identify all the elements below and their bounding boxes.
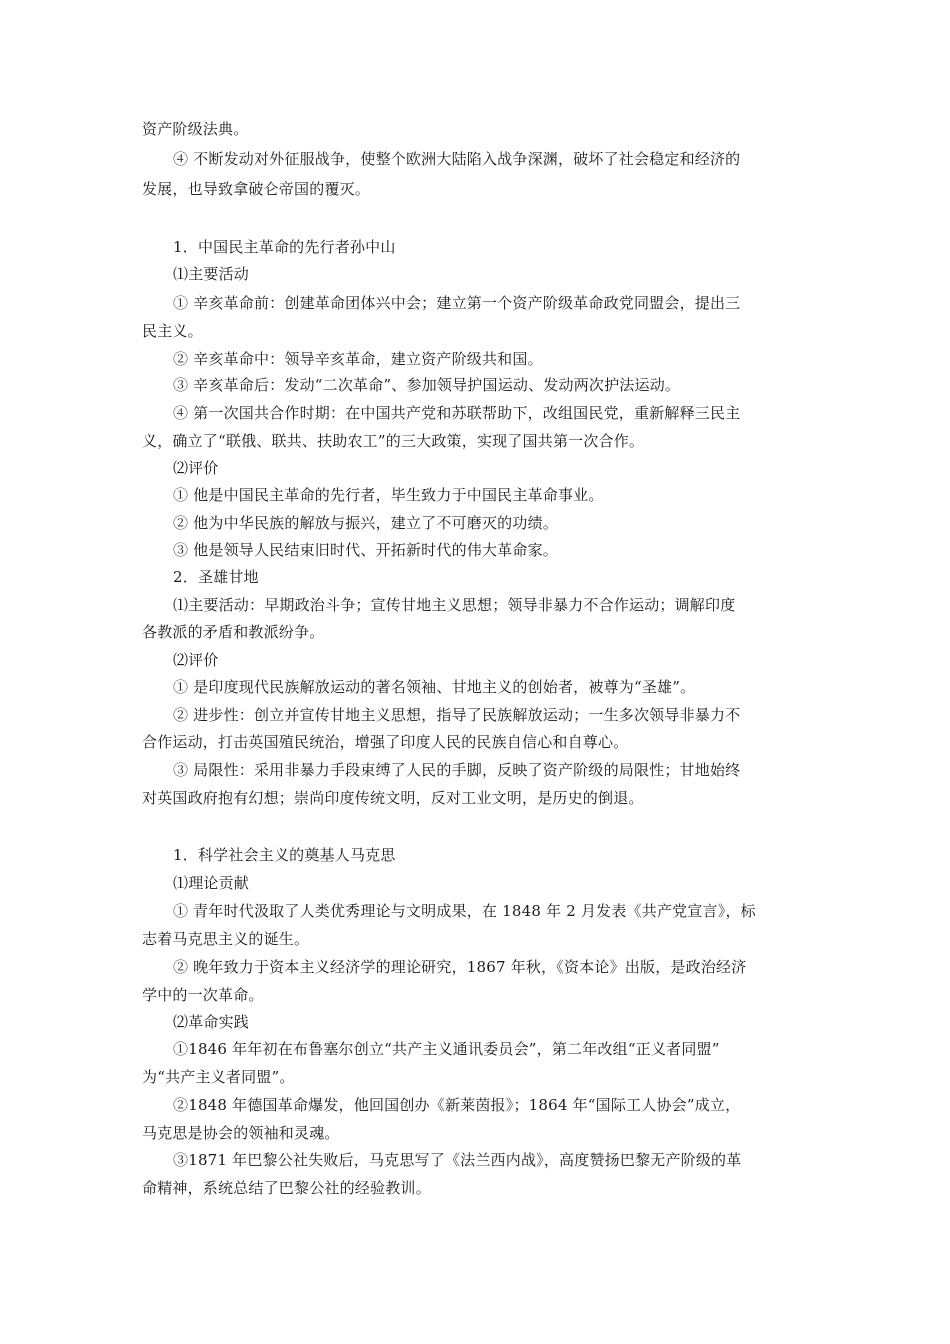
section-heading: 2．圣雄甘地: [173, 568, 259, 586]
text-line: ③ 辛亥革命后：发动“二次革命”、参加领导护国运动、发动两次护法运动。: [173, 376, 681, 394]
text-line: ④ 第一次国共合作时期：在中国共产党和苏联帮助下，改组国民党，重新解释三民主: [173, 404, 741, 422]
text-line: 对英国政府抱有幻想；崇尚印度传统文明，反对工业文明，是历史的倒退。: [142, 789, 644, 807]
text-line: ② 他为中华民族的解放与振兴，建立了不可磨灭的功绩。: [173, 514, 558, 532]
subsection-heading: ⑴理论贡献: [173, 874, 250, 892]
text-line: 资产阶级法典。: [142, 120, 249, 138]
subsection-heading: ⑵评价: [173, 459, 219, 477]
text-line: ② 辛亥革命中：领导辛亥革命，建立资产阶级共和国。: [173, 350, 543, 368]
text-line: ③1871 年巴黎公社失败后，马克思写了《法兰西内战》，高度赞扬巴黎无产阶级的革: [173, 1151, 742, 1169]
text-line: ② 晚年致力于资本主义经济学的理论研究，1867 年秋，《资本论》出版，是政治经济: [173, 958, 747, 976]
section-heading: 1．中国民主革命的先行者孙中山: [173, 238, 396, 256]
text-line: 义，确立了“联俄、联共、扶助农工”的三大政策，实现了国共第一次合作。: [142, 432, 645, 450]
text-line: 民主义。: [142, 322, 203, 340]
section-heading: 1．科学社会主义的奠基人马克思: [173, 846, 396, 864]
text-line: 学中的一次革命。: [142, 986, 264, 1004]
subsection-heading: ⑵革命实践: [173, 1013, 250, 1031]
text-line: ③ 他是领导人民结束旧时代、开拓新时代的伟大革命家。: [173, 541, 558, 559]
text-line: 为“共产主义者同盟”。: [142, 1068, 295, 1086]
text-line: 马克思是协会的领袖和灵魂。: [142, 1124, 340, 1142]
text-line: 各教派的矛盾和教派纷争。: [142, 623, 325, 641]
text-line: ① 他是中国民主革命的先行者，毕生致力于中国民主革命事业。: [173, 486, 604, 504]
text-line: ③ 局限性：采用非暴力手段束缚了人民的手脚，反映了资产阶级的局限性；甘地始终: [173, 761, 741, 779]
text-line: ⑴主要活动：早期政治斗争；宣传甘地主义思想；领导非暴力不合作运动；调解印度: [173, 596, 736, 614]
text-line: 命精神，系统总结了巴黎公社的经验教训。: [142, 1179, 431, 1197]
text-line: ② 进步性：创立并宣传甘地主义思想，指导了民族解放运动；一生多次领导非暴力不: [173, 706, 741, 724]
text-line: ④ 不断发动对外征服战争，使整个欧洲大陆陷入战争深渊，破坏了社会稳定和经济的: [173, 150, 741, 168]
text-line: 合作运动，打击英国殖民统治，增强了印度人民的民族自信心和自尊心。: [142, 733, 629, 751]
text-line: ① 青年时代汲取了人类优秀理论与文明成果，在 1848 年 2 月发表《共产党宣言》，标: [173, 902, 756, 920]
text-line: 发展，也导致拿破仑帝国的覆灭。: [142, 180, 371, 198]
text-line: 志着马克思主义的诞生。: [142, 930, 310, 948]
text-line: ① 是印度现代民族解放运动的著名领袖、甘地主义的创始者，被尊为“圣雄”。: [173, 678, 696, 696]
subsection-heading: ⑴主要活动: [173, 265, 250, 283]
text-line: ① 辛亥革命前：创建革命团体兴中会；建立第一个资产阶级革命政党同盟会，提出三: [173, 294, 741, 312]
text-line: ②1848 年德国革命爆发，他回国创办《新莱茵报》；1864 年“国际工人协会”成立，: [173, 1096, 741, 1114]
subsection-heading: ⑵评价: [173, 651, 219, 669]
text-line: ①1846 年年初在布鲁塞尔创立“共产主义通讯委员会”，第二年改组“正义者同盟”: [173, 1040, 720, 1058]
